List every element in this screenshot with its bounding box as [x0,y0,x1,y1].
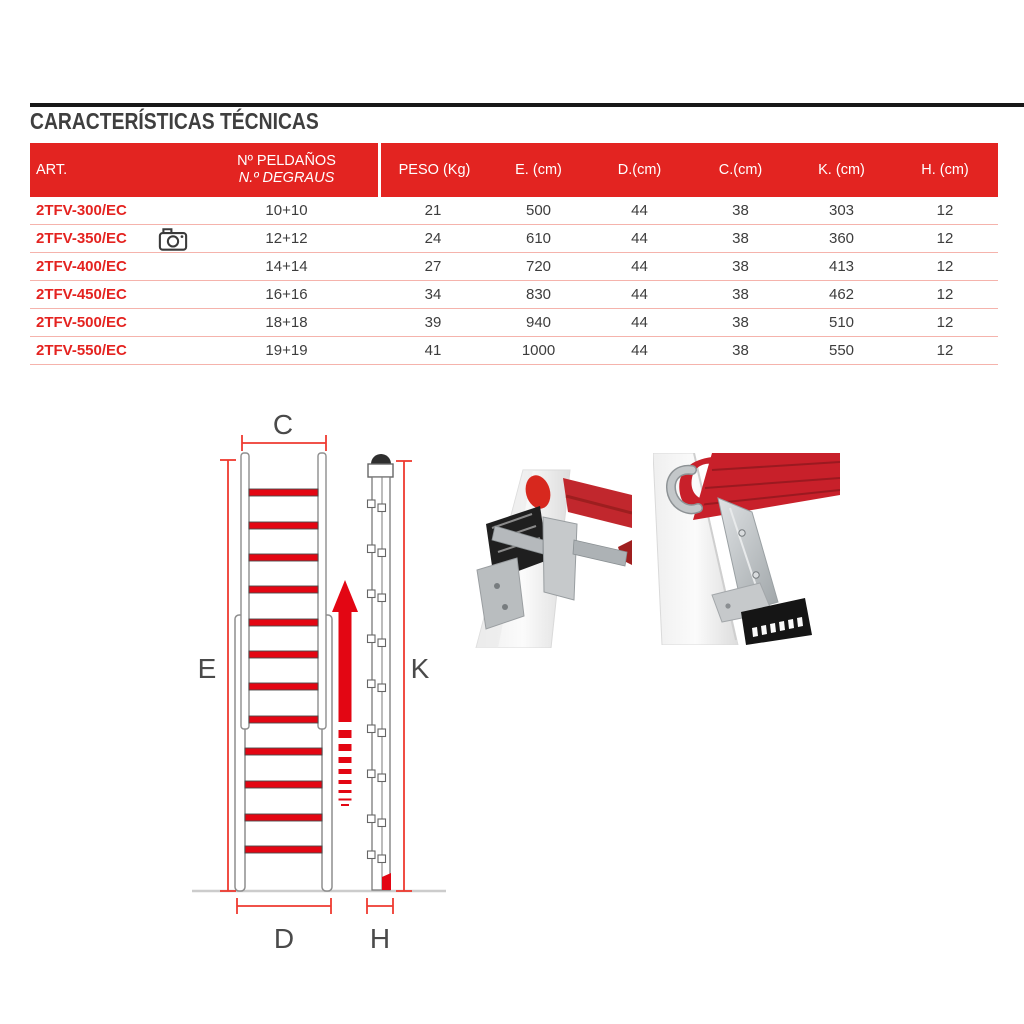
cell-e: 830 [525,286,552,303]
cell-d: 44 [631,230,648,247]
cell-h: 12 [936,230,954,247]
table-header [30,143,998,197]
cell-c: 38 [732,342,749,359]
table-row [30,197,998,225]
cell-e: 500 [525,202,552,219]
cell-peldanos: 10+10 [265,202,308,219]
cell-peso: 39 [424,314,442,331]
cell-peldanos: 12+12 [265,230,308,247]
dim-label-k: K [410,653,430,684]
cell-c: 38 [732,230,749,247]
cell-d: 44 [631,202,648,219]
cell-d: 44 [631,286,648,303]
article-code: 2TFV-300/EC [36,202,127,219]
cell-k: 360 [828,230,855,247]
table-row [30,337,998,365]
photo-rung-hook-foot [653,453,840,645]
dim-label-c: C [272,409,294,440]
cell-d: 44 [631,342,648,359]
ladder-side-view [368,454,394,890]
cell-peldanos: 16+16 [265,286,308,303]
cell-e: 610 [525,230,552,247]
header-peldanos-pt: N.º DEGRAUS [238,170,335,186]
table-row [30,281,998,309]
cell-k: 550 [828,342,855,359]
header-e: E. (cm) [515,162,562,178]
table-row [30,253,998,281]
cell-peldanos: 19+19 [265,342,308,359]
cell-k: 303 [828,202,855,219]
cell-peso: 41 [424,342,442,359]
cell-k: 510 [828,314,855,331]
header-peldanos-es: Nº PELDAÑOS [237,152,336,169]
cell-c: 38 [732,286,749,303]
ladder-rungs-upper [249,489,318,723]
table-row [30,225,998,253]
cell-peldanos: 14+14 [265,258,308,275]
cell-d: 44 [631,258,648,275]
dim-label-d: D [273,923,295,954]
header-d: D.(cm) [617,162,662,178]
header-c: C.(cm) [718,162,763,178]
cell-h: 12 [936,202,954,219]
cell-h: 12 [936,314,954,331]
cell-peso: 27 [424,258,442,275]
top-rule [30,103,1024,107]
ladder-rungs-lower [245,748,322,853]
article-code: 2TFV-350/EC [36,230,127,247]
cell-k: 413 [828,258,855,275]
article-code: 2TFV-400/EC [36,258,127,275]
cell-c: 38 [732,202,749,219]
cell-h: 12 [936,258,954,275]
header-peso: PESO (Kg) [378,143,488,197]
cell-peso: 21 [424,202,442,219]
cell-h: 12 [936,342,954,359]
cell-k: 462 [828,286,855,303]
cell-e: 1000 [521,342,556,359]
cell-peldanos: 18+18 [265,314,308,331]
cell-h: 12 [936,286,954,303]
cell-d: 44 [631,314,648,331]
article-code: 2TFV-500/EC [36,314,127,331]
ladder-front-view [192,453,446,891]
extension-arrow [332,580,358,806]
cell-c: 38 [732,314,749,331]
cell-e: 940 [525,314,552,331]
cell-peso: 34 [424,286,442,303]
camera-icon[interactable] [158,227,188,251]
table-row [30,309,998,337]
dim-label-e: E [197,653,217,684]
cell-c: 38 [732,258,749,275]
dim-label-h: H [369,923,391,954]
header-peldanos [195,143,378,197]
page-title: CARACTERÍSTICAS TÉCNICAS [30,108,319,134]
header-h: H. (cm) [921,162,969,178]
header-art: ART. [36,162,68,178]
photo-locking-bracket [455,468,632,648]
header-k: K. (cm) [818,162,865,178]
article-code: 2TFV-450/EC [36,286,127,303]
cell-e: 720 [525,258,552,275]
article-code: 2TFV-550/EC [36,342,127,359]
cell-peso: 24 [424,230,442,247]
dimension-diagram [0,400,1024,960]
technical-table [30,143,998,365]
